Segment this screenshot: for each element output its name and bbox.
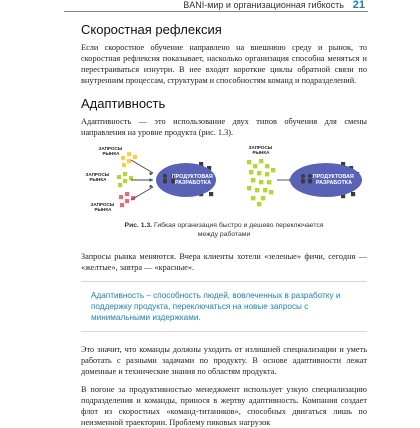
green-square bbox=[271, 168, 275, 172]
red-square bbox=[125, 192, 129, 196]
red-square bbox=[120, 203, 124, 207]
green-square bbox=[247, 186, 251, 190]
paragraph-adaptivity-intro: Адаптивность — это использование двух типов обучения для смены направления на уровне продукта (рис. 1.3). bbox=[81, 117, 367, 137]
green-square bbox=[257, 202, 261, 206]
green-square bbox=[117, 175, 121, 179]
dark-square bbox=[209, 192, 213, 196]
green-square bbox=[269, 190, 273, 194]
figure-1-3 bbox=[81, 142, 367, 216]
right-top-label: ЗАПРОСЫ РЫНКА bbox=[248, 145, 273, 155]
green-square bbox=[263, 188, 267, 192]
green-square bbox=[265, 172, 269, 176]
green-square bbox=[257, 171, 261, 175]
yellow-square bbox=[122, 163, 126, 167]
left-top-label: ЗАПРОСЫ РЫНКА bbox=[98, 146, 123, 156]
figure-diagram bbox=[81, 142, 367, 216]
running-title: BANI-мир и организационная гибкость bbox=[183, 0, 344, 10]
adaptivity-callout: Адаптивность – способность людей, вовлеченных в разработку и поддержку продукта, переключаться на новые запросы с минимальными издержками. bbox=[81, 281, 367, 332]
green-square bbox=[249, 170, 253, 174]
green-square bbox=[251, 196, 255, 200]
section-heading-adaptivity: Адаптивность bbox=[81, 96, 166, 111]
yellow-square bbox=[133, 155, 137, 159]
green-square bbox=[123, 172, 127, 176]
green-square bbox=[259, 180, 263, 184]
green-square bbox=[118, 183, 122, 187]
red-square bbox=[125, 199, 129, 203]
red-square bbox=[119, 195, 123, 199]
paragraph-reflex: Если скоростное обучение направлено на внешнюю среду и рынок, то скоростная рефлексия показывает, насколько организация способна меняться и перестраиваться изнутри. В нее входят короткие циклы обратной связи по внутренним процессам, структурам и способностям команд и подразделений. bbox=[81, 43, 367, 85]
green-square bbox=[251, 178, 255, 182]
green-square bbox=[261, 196, 265, 200]
paragraph-market-requests: Запросы рынка меняются. Вчера клиенты хотели «зеленые» фичи, сегодня — «желтые», завтра — «красные». bbox=[81, 252, 367, 272]
paragraph-productivity: В погоне за продуктивностью менеджмент использует узкую специализацию подразделения и команды, принося в жертву адаптивность. Компания создает флот из скоростных «команд-титаников», способных двигаться лишь по неизменной траектории. Проблему пиковых нагрузок bbox=[81, 385, 367, 427]
yellow-square bbox=[121, 156, 125, 160]
header-rule bbox=[64, 11, 368, 12]
left-mid-label: ЗАПРОСЫ РЫНКА bbox=[85, 172, 110, 182]
page-number: 21 bbox=[352, 0, 365, 11]
green-square bbox=[247, 160, 251, 164]
caption-label: Рис. 1.3. bbox=[124, 222, 153, 229]
left-bottom-label: ЗАПРОСЫ РЫНКА bbox=[90, 202, 115, 212]
section-heading-reflex: Скоростная рефлексия bbox=[81, 22, 222, 37]
left-arrows bbox=[131, 160, 153, 200]
left-ellipse-label: ПРОДУКТОВАЯ РАЗРАБОТКА bbox=[171, 174, 213, 186]
figure-caption bbox=[81, 221, 367, 239]
page-header bbox=[0, 0, 420, 14]
caption-line1: Гибкая организация быстро и дешево переключается bbox=[152, 222, 324, 229]
caption-line2: между работами bbox=[197, 231, 251, 238]
green-square bbox=[255, 188, 259, 192]
yellow-square bbox=[127, 152, 131, 156]
green-square bbox=[265, 164, 269, 168]
dark-square bbox=[351, 192, 355, 196]
green-square bbox=[253, 164, 257, 168]
green-square bbox=[123, 179, 127, 183]
yellow-square bbox=[127, 159, 131, 163]
right-ellipse-label: ПРОДУКТОВАЯ РАЗРАБОТКА bbox=[312, 174, 354, 186]
green-square bbox=[267, 180, 271, 184]
page-content bbox=[81, 22, 367, 428]
paragraph-specialization: Это значит, что команды должны уходить от излишней специализации и уметь работать с разными задачами по продукту. В основе адаптивности лежат доменные и технические знания по областям продукта. bbox=[81, 345, 367, 376]
green-square bbox=[259, 159, 263, 163]
